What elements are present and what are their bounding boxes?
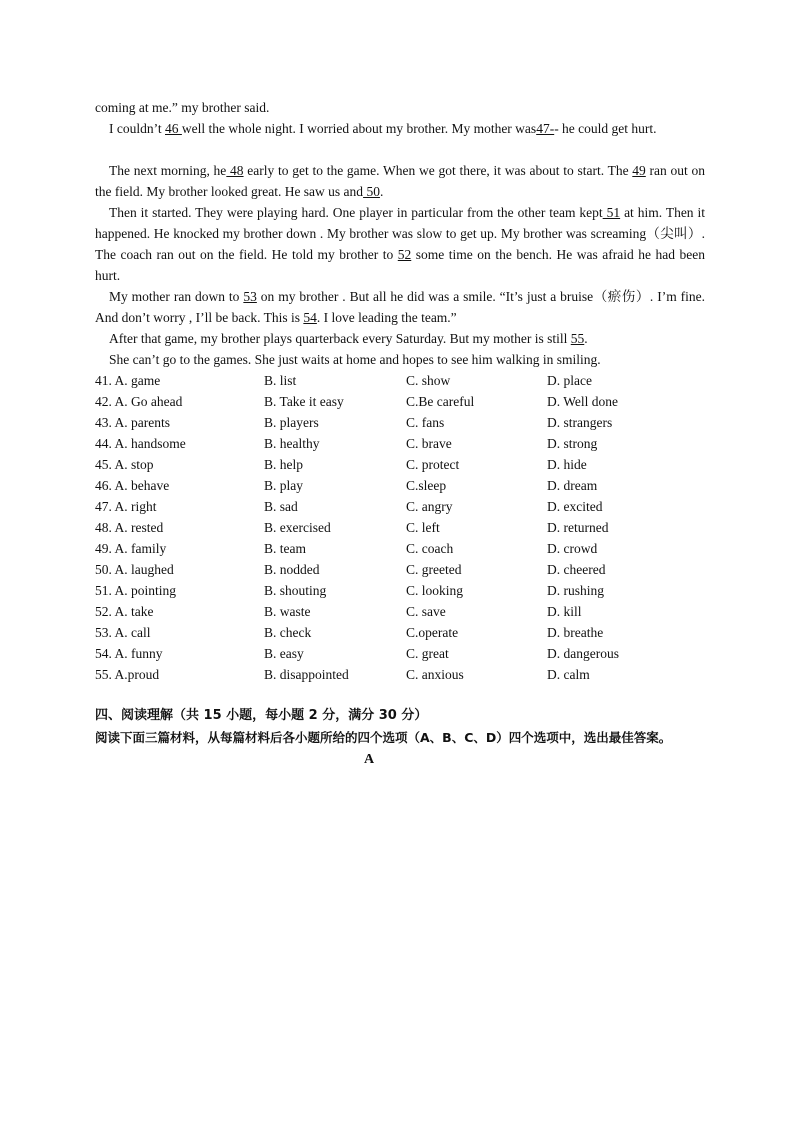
- option-row: [95, 580, 715, 601]
- blank-49: 49: [632, 163, 646, 178]
- option-d: D. Well done: [547, 394, 619, 409]
- blank-55: 55: [570, 331, 585, 346]
- option-c: C.Be careful: [406, 394, 475, 409]
- option-d: D. hide: [547, 457, 587, 472]
- option-b: B. shouting: [264, 583, 327, 598]
- option-c: C. greeted: [406, 562, 462, 577]
- blank-47: 47-: [536, 121, 555, 136]
- option-d: D. excited: [547, 499, 603, 514]
- option-b: B. waste: [264, 604, 311, 619]
- option-b: B. Take it easy: [264, 394, 344, 409]
- option-row: [95, 538, 715, 559]
- option-a: 55. A.proud: [95, 667, 160, 682]
- blank-54: 54: [303, 310, 317, 325]
- option-d: D. kill: [547, 604, 582, 619]
- option-b: B. disappointed: [264, 667, 349, 682]
- option-row: [95, 517, 715, 538]
- option-c: C.operate: [406, 625, 459, 640]
- option-b: B. nodded: [264, 562, 320, 577]
- option-b: B. play: [264, 478, 303, 493]
- option-row: [95, 412, 715, 433]
- section-instructions: 阅读下面三篇材料，从每篇材料后各小题所给的四个选项（A、B、C、D）四个选项中，选出最佳答案。: [95, 730, 672, 745]
- option-row: [95, 475, 715, 496]
- option-d: D. rushing: [547, 583, 604, 598]
- option-c: C. brave: [406, 436, 452, 451]
- option-d: D. place: [547, 373, 592, 388]
- passage-paragraph-4: Then it started. They were playing hard. One player in particular from the other team kept 51 at him. Then it happened. He knocked my brother down . My brother was slow to get up. My brother was screaming（尖叫）. The coach ran out on the field. He told my brother to 52 some time on the bench. He was afraid he had been hurt.: [95, 205, 705, 283]
- blank-50: 50: [363, 184, 380, 199]
- option-a: 42. A. Go ahead: [95, 394, 183, 409]
- option-row: [95, 643, 715, 664]
- option-d: D. breathe: [547, 625, 604, 640]
- option-a: 54. A. funny: [95, 646, 163, 661]
- option-b: B. sad: [264, 499, 298, 514]
- option-a: 43. A. parents: [95, 415, 170, 430]
- option-a: 52. A. take: [95, 604, 154, 619]
- option-d: D. strong: [547, 436, 598, 451]
- option-a: 49. A. family: [95, 541, 167, 556]
- option-a: 41. A. game: [95, 373, 161, 388]
- option-row: [95, 433, 715, 454]
- option-c: C. angry: [406, 499, 453, 514]
- option-b: B. easy: [264, 646, 304, 661]
- blank-48: 48: [226, 163, 244, 178]
- option-d: D. cheered: [547, 562, 606, 577]
- passage-paragraph-3: The next morning, he 48 early to get to the game. When we got there, it was about to start. The 49 ran out on the field. My brother looked great. He saw us and 50.: [95, 163, 705, 199]
- option-c: C. great: [406, 646, 449, 661]
- option-row: [95, 496, 715, 517]
- option-c: C. show: [406, 373, 451, 388]
- option-d: D. dangerous: [547, 646, 619, 661]
- option-a: 50. A. laughed: [95, 562, 174, 577]
- blank-52: 52: [397, 247, 412, 262]
- option-c: C.sleep: [406, 478, 447, 493]
- option-a: 53. A. call: [95, 625, 151, 640]
- passage-paragraph-5: My mother ran down to 53 on my brother . But all he did was a smile. “It’s just a bruise（瘀伤）. I’m fine. And don’t worry , I’ll be back. This is 54. I love leading the team.”: [95, 289, 705, 325]
- option-row: [95, 664, 715, 685]
- option-a: 45. A. stop: [95, 457, 154, 472]
- option-d: D. dream: [547, 478, 598, 493]
- option-c: C. protect: [406, 457, 460, 472]
- option-c: C. left: [406, 520, 440, 535]
- option-b: B. players: [264, 415, 319, 430]
- option-d: D. returned: [547, 520, 609, 535]
- option-row: [95, 454, 715, 475]
- option-row: [95, 622, 715, 643]
- option-a: 44. A. handsome: [95, 436, 186, 451]
- option-b: B. list: [264, 373, 297, 388]
- passage-label: A: [364, 752, 375, 767]
- option-row: [95, 601, 715, 622]
- option-b: B. help: [264, 457, 303, 472]
- option-d: D. strangers: [547, 415, 613, 430]
- option-c: C. save: [406, 604, 446, 619]
- passage-paragraph-6: After that game, my brother plays quarterback every Saturday. But my mother is still 55.: [109, 331, 588, 346]
- blank-53: 53: [243, 289, 257, 304]
- option-b: B. exercised: [264, 520, 331, 535]
- option-a: 46. A. behave: [95, 478, 170, 493]
- option-d: D. calm: [547, 667, 590, 682]
- option-b: B. healthy: [264, 436, 320, 451]
- passage-paragraph-7: She can’t go to the games. She just waits at home and hopes to see him walking in smiling.: [109, 352, 601, 367]
- passage-paragraph-2: I couldn’t 46 well the whole night. I worried about my brother. My mother was47-- he could get hurt.: [109, 121, 657, 136]
- option-c: C. anxious: [406, 667, 464, 682]
- option-row: [95, 391, 715, 412]
- blank-51: 51: [602, 205, 621, 220]
- option-row: [95, 370, 715, 391]
- option-a: 51. A. pointing: [95, 583, 177, 598]
- option-b: B. check: [264, 625, 312, 640]
- option-c: C. fans: [406, 415, 445, 430]
- options-table: [95, 370, 715, 685]
- option-a: 47. A. right: [95, 499, 157, 514]
- option-d: D. crowd: [547, 541, 598, 556]
- section-title: 四、阅读理解（共 15 小题，每小题 2 分，满分 30 分）: [95, 708, 428, 723]
- option-a: 48. A. rested: [95, 520, 164, 535]
- option-c: C. coach: [406, 541, 454, 556]
- passage-line-1: coming at me.” my brother said.: [95, 100, 270, 115]
- blank-46: 46: [165, 121, 182, 136]
- option-row: [95, 559, 715, 580]
- option-b: B. team: [264, 541, 306, 556]
- option-c: C. looking: [406, 583, 464, 598]
